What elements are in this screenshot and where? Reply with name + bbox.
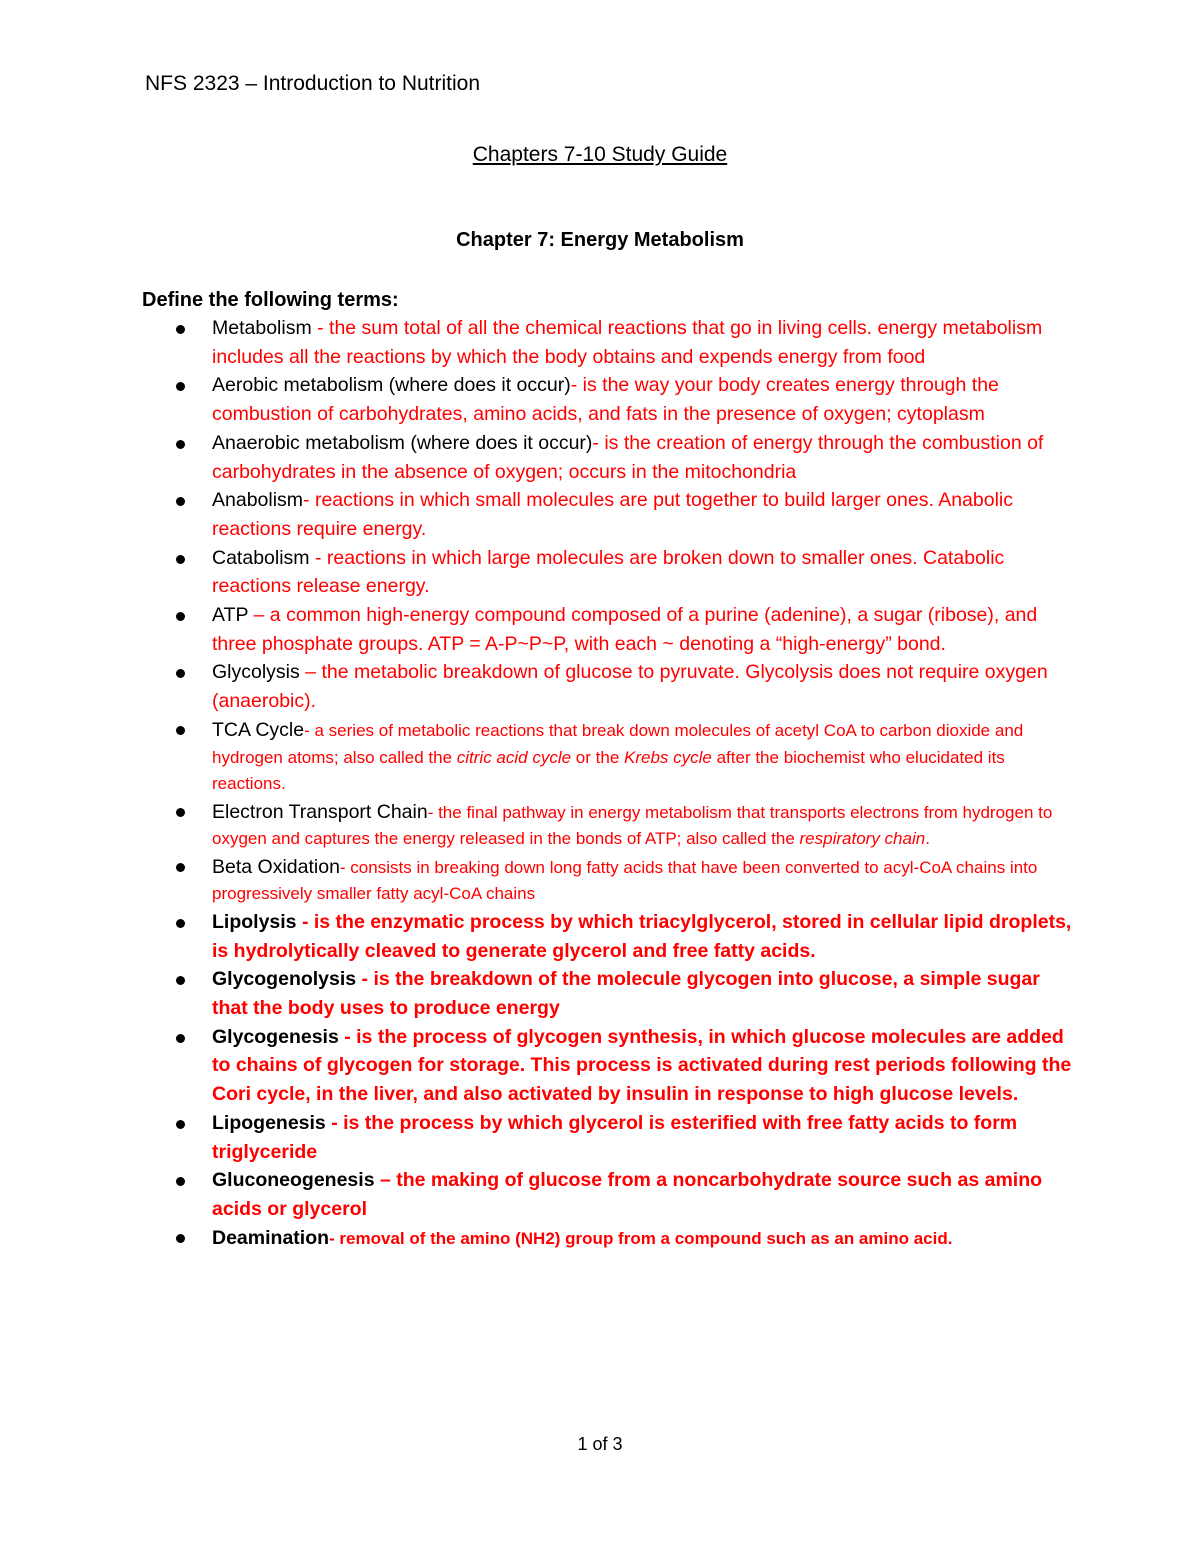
term-definition: - is the creation of energy through the combustion of carbohydrates in the absence of oxygen; occurs in the mitochondria [212,431,1044,483]
bullet-icon [176,1120,185,1129]
term-definition: - a series of metabolic reactions that break down molecules of acetyl CoA to carbon dioxide and hydrogen atoms; also called the citric acid cycle or the Krebs cycle after the biochemist who elucidated its reactions. [212,720,1024,794]
term-definition: - reactions in which large molecules are broken down to smaller ones. Catabolic reactions release energy. [212,546,1005,598]
list-item [0,798,1072,853]
bullet-icon [176,612,185,621]
bullet-icon [176,726,185,735]
term-name: Catabolism [212,546,310,569]
bullet-icon [176,669,185,678]
term-name: Aerobic metabolism (where does it occur) [212,374,571,397]
list-item [0,429,1072,486]
term-name: Glycogenolysis [212,968,357,991]
term-definition: - is the process by which glycerol is esterified with free fatty acids to form triglyceride [212,1111,1018,1163]
bullet-icon [176,919,185,928]
term-name: Metabolism [212,317,312,339]
bullet-icon [176,440,185,449]
list-item [0,908,1072,965]
section-heading: Define the following terms: [142,289,399,311]
list-item [0,716,1072,798]
list-item [0,371,1072,428]
term-definition: – the metabolic breakdown of glucose to pyruvate. Glycolysis does not require oxygen (anaerobic). [212,661,1048,713]
term-name: Lipogenesis [212,1111,326,1134]
list-item [0,1166,1072,1223]
bullet-icon [176,1034,185,1043]
chapter-heading: Chapter 7: Energy Metabolism [456,229,744,251]
list-item [0,486,1072,543]
term-name: Lipolysis [212,910,297,933]
term-definition: - the sum total of all the chemical reactions that go in living cells. energy metabolism includes all the reactions by which the body obtains and expends energy from food [212,317,1043,368]
list-item [0,853,1072,908]
page-number: 1 of 3 [577,1434,623,1454]
term-name: Beta Oxidation [212,855,340,878]
list-item [0,1023,1072,1109]
term-definition: - removal of the amino (NH2) group from a compound such as an amino acid. [329,1228,953,1248]
term-name: Gluconeogenesis [212,1169,375,1192]
bullet-icon [176,1234,185,1243]
bullet-icon [176,497,185,506]
term-definition: – the making of glucose from a noncarbohydrate source such as amino acids or glycerol [212,1169,1043,1220]
term-definition: - consists in breaking down long fatty acids that have been converted to acyl-CoA chains into progressively smaller fatty acyl-CoA chains [212,857,1038,904]
course-header: NFS 2323 – Introduction to Nutrition [145,72,481,95]
term-name: Electron Transport Chain [212,800,428,823]
term-definition: - the final pathway in energy metabolism that transports electrons from hydrogen to oxygen and captures the energy released in the bonds of ATP; also called the respiratory chain. [212,802,1053,849]
term-name: Glycolysis [212,661,300,684]
bullet-icon [176,863,185,872]
term-name: ATP [212,604,249,627]
document-title: Chapters 7-10 Study Guide [472,143,728,166]
term-definition: – a common high-energy compound composed of a purine (adenine), a sugar (ribose), and three phosphate groups. ATP = A-P~P~P, with each ~ denoting a “high-energy” bond. [212,604,1038,655]
term-name: Anabolism [212,489,304,512]
bullet-icon [176,325,185,334]
list-item [0,658,1072,715]
bullet-icon [176,555,185,564]
list-item [0,601,1072,658]
term-definition: - is the process of glycogen synthesis, in which glucose molecules are added to chains of glycogen for storage. This process is activated during rest periods following the Cori cycle, in the liver, and also activated by insulin in response to high glucose levels. [212,1025,1072,1106]
term-name: Glycogenesis [212,1025,339,1048]
bullet-icon [176,808,185,817]
term-name: Anaerobic metabolism (where does it occur) [212,431,593,454]
list-item [0,544,1072,601]
term-name: Deamination [212,1226,330,1249]
term-name: TCA Cycle [212,718,305,741]
term-definition: - is the way your body creates energy through the combustion of carbohydrates, amino acids, and fats in the presence of oxygen; cytoplasm [212,374,999,426]
list-item [0,1224,1072,1253]
bullet-icon [176,976,185,985]
term-definition: - is the breakdown of the molecule glycogen into glucose, a simple sugar that the body uses to produce energy [212,968,1040,1020]
bullet-icon [176,1177,185,1186]
bullet-icon [176,382,185,391]
list-item [0,314,1072,371]
term-definition: - reactions in which small molecules are put together to build larger ones. Anabolic reactions require energy. [212,489,1014,540]
term-definition: - is the enzymatic process by which triacylglycerol, stored in cellular lipid droplets, is hydrolytically cleaved to generate glycerol and free fatty acids. [212,910,1072,962]
terms-list [0,314,1200,1252]
list-item [0,965,1072,1022]
list-item [0,1109,1072,1166]
